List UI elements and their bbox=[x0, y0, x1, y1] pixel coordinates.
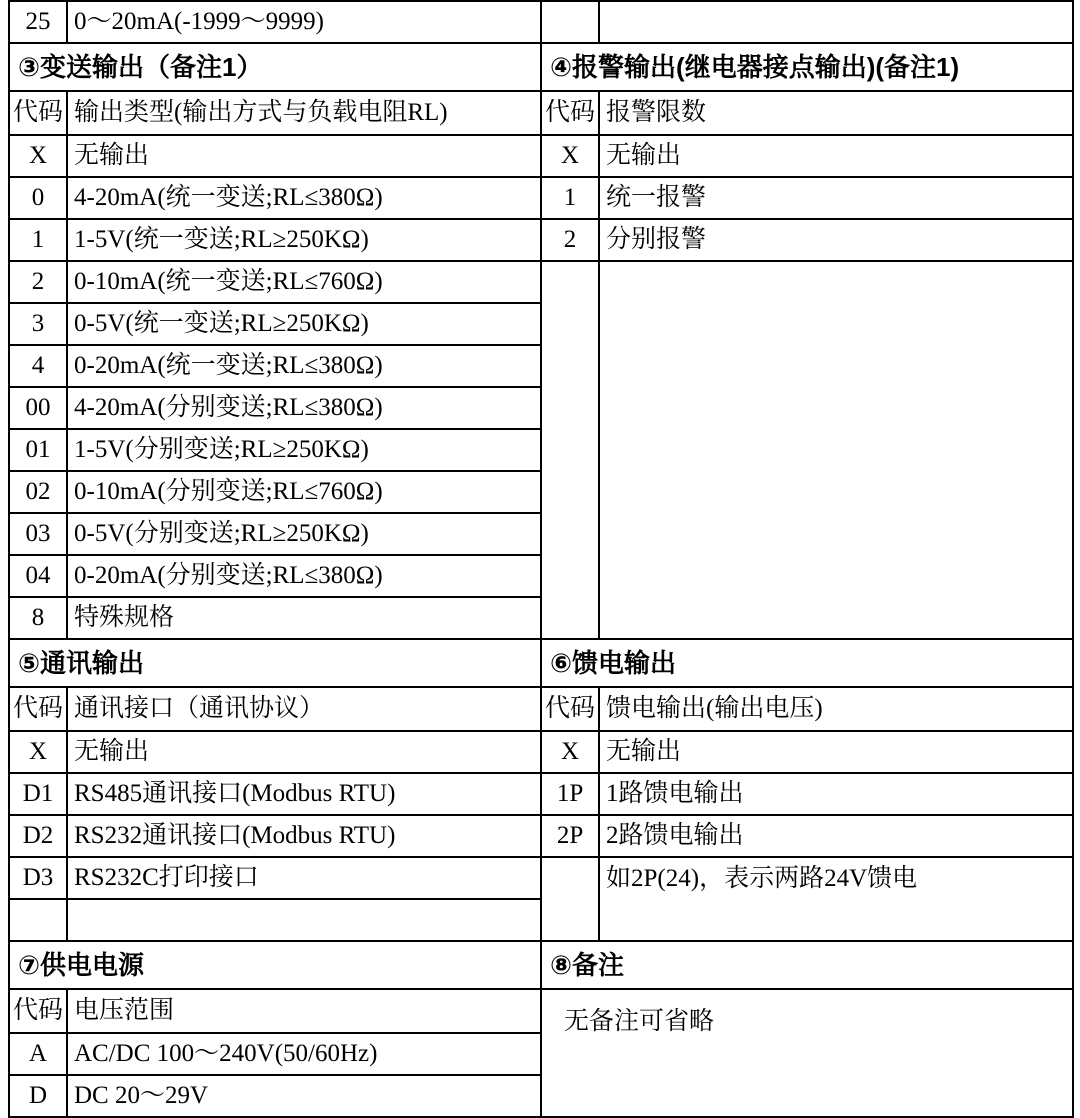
feed-filler bbox=[542, 900, 598, 940]
remarks-text: 无备注可省略 bbox=[564, 1008, 715, 1035]
transmit-code: 4 bbox=[31, 352, 45, 379]
alarm-filler-desc bbox=[600, 430, 1072, 470]
transmit-desc: 4-20mA(分别变送;RL≤380Ω) bbox=[74, 394, 383, 421]
transmit-code: 8 bbox=[31, 604, 45, 631]
transmit-code: 01 bbox=[25, 436, 51, 463]
alarm-filler bbox=[542, 472, 598, 512]
section-title-remarks: ⑧备注 bbox=[550, 950, 625, 980]
feed-code bbox=[542, 877, 598, 881]
alarm-filler bbox=[542, 346, 598, 386]
table-section-7-8 bbox=[8, 940, 1074, 1118]
power-desc: AC/DC 100～240V(50/60Hz) bbox=[74, 1040, 378, 1067]
alarm-filler-desc bbox=[600, 263, 1072, 303]
section-title-row bbox=[9, 941, 1073, 989]
transmit-code: 02 bbox=[25, 478, 51, 505]
alarm-desc: 统一报警 bbox=[606, 184, 707, 211]
table-row bbox=[9, 597, 1073, 639]
comm-desc: RS485通讯接口(Modbus RTU) bbox=[74, 780, 396, 807]
column-header-row bbox=[9, 91, 1073, 135]
table-section-3-4 bbox=[8, 42, 1074, 640]
alarm-desc: 分别报警 bbox=[606, 226, 707, 253]
table-row bbox=[9, 387, 1073, 429]
alarm-code: 1 bbox=[563, 184, 577, 211]
alarm-code: 2 bbox=[563, 226, 577, 253]
alarm-filler-desc bbox=[600, 304, 1072, 344]
col-header-code-alarm: 代码 bbox=[545, 99, 596, 126]
section-title-row bbox=[9, 43, 1073, 91]
alarm-filler-desc bbox=[600, 598, 1072, 638]
alarm-filler-desc bbox=[600, 514, 1072, 554]
transmit-desc: 0-10mA(统一变送;RL≤760Ω) bbox=[74, 268, 383, 295]
comm-code: X bbox=[28, 738, 48, 765]
transmit-desc: 0-20mA(分别变送;RL≤380Ω) bbox=[74, 562, 383, 589]
power-code: D bbox=[28, 1082, 48, 1109]
table-row bbox=[9, 857, 1073, 899]
section-title-comm-output: ⑤通讯输出 bbox=[18, 648, 145, 678]
alarm-filler bbox=[542, 263, 598, 303]
transmit-desc: 4-20mA(统一变送;RL≤380Ω) bbox=[74, 184, 383, 211]
power-desc: DC 20～29V bbox=[74, 1082, 209, 1109]
comm-desc: 无输出 bbox=[74, 738, 150, 765]
table-row bbox=[9, 135, 1073, 177]
transmit-desc: 1-5V(分别变送;RL≥250KΩ) bbox=[74, 436, 369, 463]
feed-desc-note: 如2P(24)，表示两路24V馈电 bbox=[606, 864, 918, 892]
alarm-filler bbox=[542, 514, 598, 554]
transmit-code: 04 bbox=[25, 562, 51, 589]
transmit-desc: 0-5V(分别变送;RL≥250KΩ) bbox=[74, 520, 369, 547]
table-row bbox=[9, 345, 1073, 387]
alarm-filler bbox=[542, 430, 598, 470]
section-title-alarm-output: ④报警输出(继电器接点输出)(备注1) bbox=[550, 52, 960, 82]
alarm-filler bbox=[542, 388, 598, 428]
feed-desc: 2路馈电输出 bbox=[606, 822, 744, 849]
col-header-code-comm: 代码 bbox=[12, 695, 63, 722]
transmit-desc: 1-5V(统一变送;RL≥250KΩ) bbox=[74, 226, 369, 253]
transmit-code: 03 bbox=[25, 520, 51, 547]
table-row bbox=[9, 429, 1073, 471]
transmit-desc: 无输出 bbox=[74, 142, 150, 169]
transmit-desc: 0-10mA(分别变送;RL≤760Ω) bbox=[74, 478, 383, 505]
comm-filler-desc bbox=[68, 900, 540, 940]
feed-code: X bbox=[560, 738, 580, 765]
comm-code: D3 bbox=[22, 864, 54, 891]
transmit-desc: 特殊规格 bbox=[74, 604, 175, 631]
feed-desc: 1路馈电输出 bbox=[606, 780, 744, 807]
alarm-filler-desc bbox=[600, 556, 1072, 596]
comm-filler bbox=[10, 900, 66, 940]
feed-desc: 无输出 bbox=[606, 738, 682, 765]
table-section-5-6 bbox=[8, 638, 1074, 942]
alarm-desc: 无输出 bbox=[606, 142, 682, 169]
alarm-code: X bbox=[560, 142, 580, 169]
alarm-filler-desc bbox=[600, 472, 1072, 512]
section-title-transmit-output: ③变送输出（备注1） bbox=[18, 52, 263, 82]
section-title-feed-output: ⑥馈电输出 bbox=[550, 648, 677, 678]
table-row bbox=[9, 1, 1073, 43]
feed-filler-desc bbox=[600, 900, 1072, 940]
table-row bbox=[9, 219, 1073, 261]
feed-code: 2P bbox=[556, 822, 584, 849]
col-header-desc-comm: 通讯接口（通讯协议） bbox=[74, 695, 325, 722]
column-header-row bbox=[9, 989, 1073, 1033]
column-header-row bbox=[9, 687, 1073, 731]
transmit-code: 00 bbox=[25, 394, 51, 421]
col-header-code-feed: 代码 bbox=[545, 695, 596, 722]
input-range-desc: 0～20mA(-1999～9999) bbox=[74, 8, 324, 35]
comm-code: D1 bbox=[22, 780, 54, 807]
alarm-filler bbox=[542, 556, 598, 596]
transmit-code: X bbox=[28, 142, 48, 169]
feed-code: 1P bbox=[556, 780, 584, 807]
transmit-desc: 0-20mA(统一变送;RL≤380Ω) bbox=[74, 352, 383, 379]
table-row bbox=[9, 513, 1073, 555]
col-header-code-transmit: 代码 bbox=[12, 99, 63, 126]
section-title-power-supply: ⑦供电电源 bbox=[18, 950, 145, 980]
transmit-code: 1 bbox=[31, 226, 45, 253]
comm-desc: RS232C打印接口 bbox=[74, 864, 259, 891]
transmit-code: 0 bbox=[31, 184, 45, 211]
transmit-code: 2 bbox=[31, 268, 45, 295]
transmit-desc: 0-5V(统一变送;RL≥250KΩ) bbox=[74, 310, 369, 337]
table-row bbox=[9, 303, 1073, 345]
power-code: A bbox=[28, 1040, 48, 1067]
comm-code: D2 bbox=[22, 822, 54, 849]
table-top-partial bbox=[8, 0, 1074, 44]
table-row-filler bbox=[9, 899, 1073, 941]
table-row bbox=[9, 815, 1073, 857]
col-header-desc-alarm: 报警限数 bbox=[606, 99, 707, 126]
empty-desc-cell bbox=[600, 2, 1072, 42]
alarm-filler-desc bbox=[600, 388, 1072, 428]
alarm-filler bbox=[542, 304, 598, 344]
table-row bbox=[9, 555, 1073, 597]
transmit-code: 3 bbox=[31, 310, 45, 337]
table-row bbox=[9, 773, 1073, 815]
comm-desc: RS232通讯接口(Modbus RTU) bbox=[74, 822, 396, 849]
table-row bbox=[9, 731, 1073, 773]
table-row bbox=[9, 177, 1073, 219]
col-header-desc-feed: 馈电输出(输出电压) bbox=[606, 695, 823, 722]
section-title-row bbox=[9, 639, 1073, 687]
table-row bbox=[9, 261, 1073, 303]
alarm-filler-desc bbox=[600, 346, 1072, 386]
input-range-code: 25 bbox=[25, 8, 51, 35]
table-row bbox=[9, 471, 1073, 513]
empty-code-cell bbox=[542, 2, 598, 42]
col-header-code-power: 代码 bbox=[12, 997, 63, 1024]
alarm-filler bbox=[542, 598, 598, 638]
col-header-desc-transmit: 输出类型(输出方式与负载电阻RL) bbox=[74, 99, 448, 126]
col-header-desc-power: 电压范围 bbox=[74, 997, 175, 1024]
